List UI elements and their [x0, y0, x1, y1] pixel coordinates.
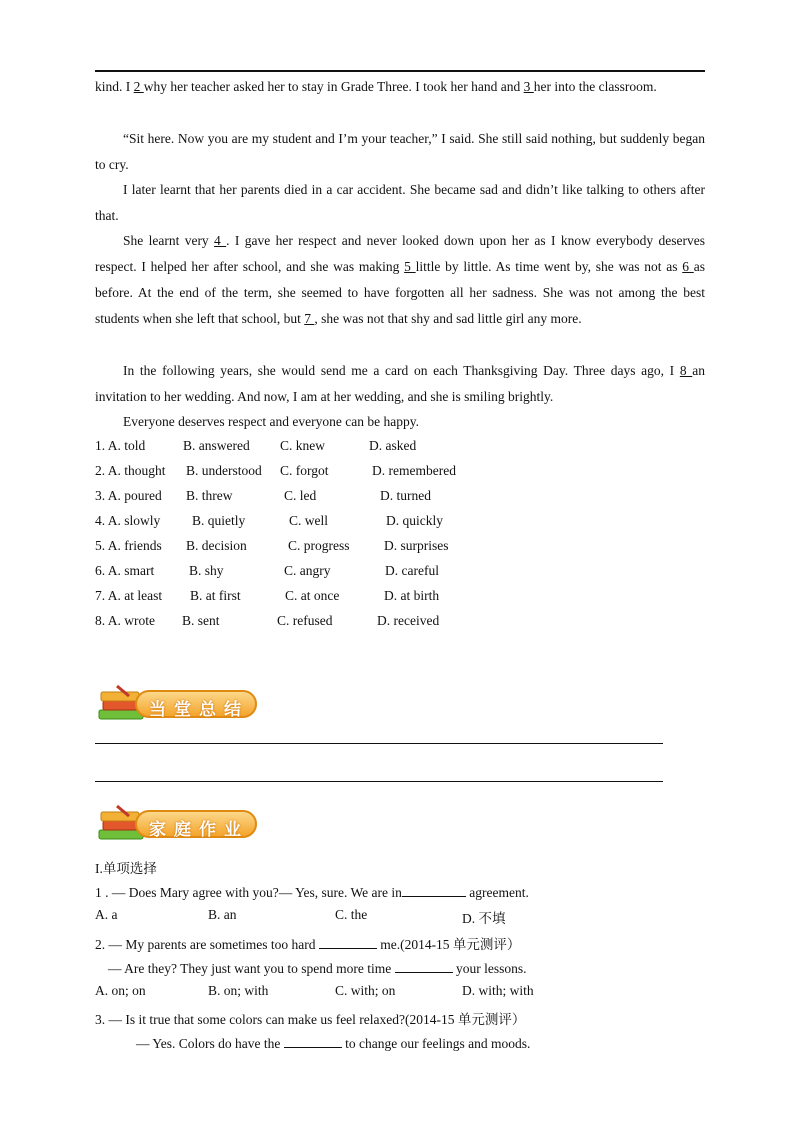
passage-paragraph-5: In the following years, she would send me a card on each Thanksgiving Day. Three days ago, I 8 an invitation to her wedding. And now, I am at her wedding, and she is smiling brightly. — [95, 363, 706, 404]
summary-badge: 当堂总结 — [135, 690, 257, 718]
homework-badge: 家庭作业 — [135, 810, 257, 838]
passage-paragraph-4: She learnt very 4 . I gave her respect and never looked down upon her as I know everybody deserves respect. I helped her after school, and she was making 5 little by little. As time went by, she was not as 6 as before. At the end of the term, she seemed to have forgotten all her sadness. She was not among the best students when she left that school, but 7 , she was not that shy and sad little girl any more. — [95, 233, 706, 326]
question-1: 1 . — Does Mary agree with you?— Yes, sure. We are in agreement. — [95, 882, 529, 901]
blank-3: 3 — [523, 79, 534, 94]
question-3: 3. — Is it true that some colors can make us feel relaxed?(2014-15 单元测评） — [95, 1012, 526, 1027]
passage-paragraph-6: Everyone deserves respect and everyone can be happy. — [123, 414, 419, 429]
header-rule — [95, 70, 705, 72]
section-heading: I.单项选择 — [95, 861, 157, 876]
question-2-reply: — Are they? They just want you to spend more time your lessons. — [108, 958, 526, 977]
blank-4: 4 — [214, 233, 227, 248]
passage-paragraph-2: “Sit here. Now you are my student and I’m your teacher,” I said. She still said nothing, but suddenly began to cry. — [95, 131, 705, 172]
blank-7: 7 — [304, 311, 315, 326]
summary-banner — [95, 684, 265, 724]
passage-paragraph-3: I later learnt that her parents died in a car accident. She became sad and didn’t like talking to others after that. — [95, 182, 705, 223]
blank-2: 2 — [133, 79, 144, 94]
answer-line-1 — [95, 743, 663, 744]
passage-paragraph-1: kind. I 2 why her teacher asked her to stay in Grade Three. I took her hand and 3 her into the classroom. — [95, 79, 657, 94]
answer-line-2 — [95, 781, 663, 782]
blank-5: 5 — [404, 259, 416, 274]
question-3-reply: — Yes. Colors do have the to change our feelings and moods. — [136, 1033, 530, 1052]
homework-banner — [95, 804, 265, 844]
question-2: 2. — My parents are sometimes too hard me.(2014-15 单元测评） — [95, 933, 520, 953]
blank-6: 6 — [682, 259, 694, 274]
blank-8: 8 — [679, 363, 693, 378]
